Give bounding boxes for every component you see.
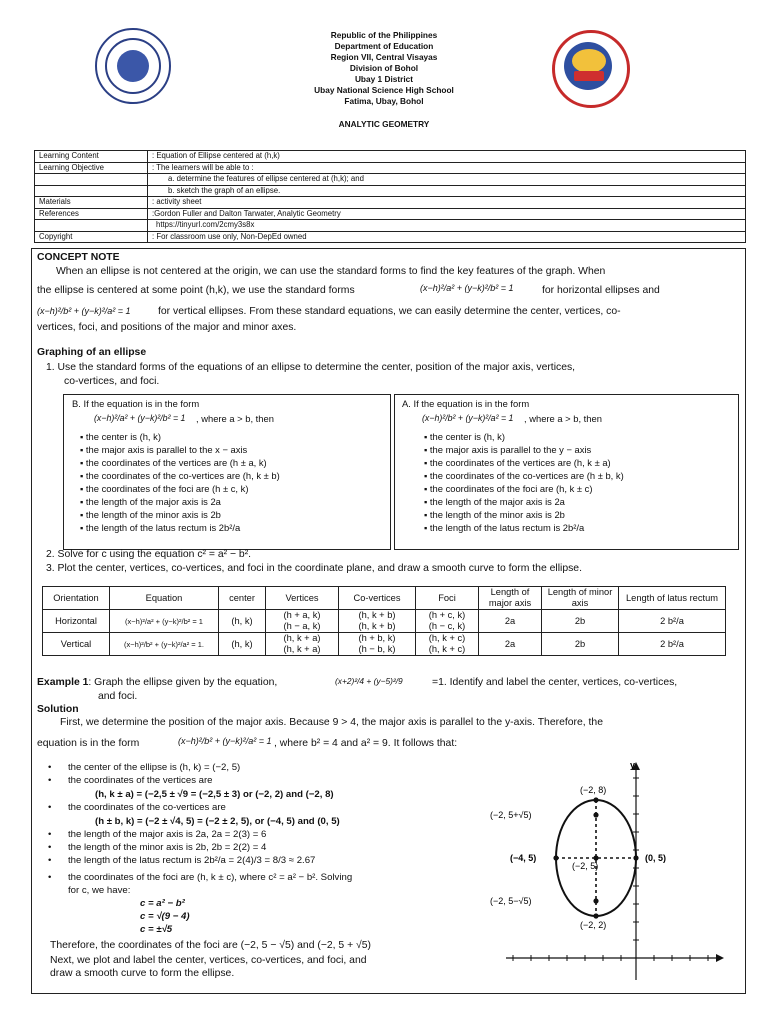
box-b-formula: (x−h)²/a² + (y−k)²/b² = 1 <box>94 413 186 423</box>
conclusion: Therefore, the coordinates of the foci are (−2, 5 − √5) and (−2, 5 + √5) <box>50 940 371 951</box>
formula-vertical: (x−h)²/b² + (y−k)²/a² = 1 <box>37 306 131 316</box>
list-item: (h, k ± a) = (−2,5 ± √9 = (−2,5 ± 3) or (−2, 2) and (−2, 8) <box>95 789 334 800</box>
list-item: ▪ the major axis is parallel to the y − axis <box>424 444 592 455</box>
concept-paragraph: vertices, foci, and positions of the major and minor axes. <box>37 322 297 333</box>
list-item: ▪ the length of the latus rectum is 2b²/a <box>424 522 585 533</box>
y-axis-label: y <box>630 760 636 770</box>
co-vertex-point <box>633 855 638 860</box>
list-item: ▪ the coordinates of the vertices are (h ± a, k) <box>80 457 267 468</box>
example-line: and foci. <box>98 691 138 702</box>
example-label: Example 1 <box>37 677 89 688</box>
next-steps: Next, we plot and label the center, vertices, co-vertices, and foci, and <box>50 955 367 966</box>
list-item: c = ±√5 <box>140 924 173 935</box>
list-item: • <box>48 802 52 813</box>
vertex-point <box>593 913 598 918</box>
list-item: ▪ the length of the major axis is 2a <box>424 496 565 507</box>
header-line: Department of Education <box>334 41 434 51</box>
list-item: c = √(9 − 4) <box>140 911 190 922</box>
point-label: (−4, 5) <box>510 853 537 863</box>
table-row: References :Gordon Fuller and Dalton Tarwater, Analytic Geometry <box>35 208 746 220</box>
point-label: (−2, 5−√5) <box>490 896 532 906</box>
list-item: ▪ the coordinates of the co-vertices are (h, k ± b) <box>80 470 280 481</box>
list-item: ▪ the length of the major axis is 2a <box>80 496 221 507</box>
point-label: (0, 5) <box>645 853 667 863</box>
table-row: Learning Content : Equation of Ellipse centered at (h,k) <box>35 151 746 163</box>
table-row: a. determine the features of ellipse centered at (h,k); and <box>35 174 746 186</box>
focus-point <box>593 812 598 817</box>
list-item: the length of the minor axis is 2b, 2b = 2(2) = 4 <box>68 842 267 853</box>
list-item: ▪ the length of the minor axis is 2b <box>424 509 565 520</box>
example-line: Example 1: Graph the ellipse given by the equation, <box>37 677 278 688</box>
list-item: the length of the latus rectum is 2b²/a = 2(4)/3 = 8/3 ≈ 2.67 <box>68 855 316 866</box>
ellipse-graph <box>486 758 734 988</box>
header-line: Fatima, Ubay, Bohol <box>344 96 424 106</box>
table-row: Vertical (x−h)²/b² + (y−k)²/a² = 1. (h, k) (h, k + a) (h, k + a) (h + b, k) (h − b, k) (h, k + c) (h, k + c) 2a 2b 2 b²/a <box>43 633 726 656</box>
list-item: • <box>48 775 52 786</box>
list-item: • <box>48 829 52 840</box>
graphing-step: co-vertices, and foci. <box>64 376 160 387</box>
list-item: ▪ the length of the latus rectum is 2b²/a <box>80 522 241 533</box>
list-item: ▪ the coordinates of the vertices are (h, k ± a) <box>424 457 611 468</box>
example-equation: (x+2)²/4 + (y−5)²/9 <box>335 676 403 686</box>
concept-paragraph: for horizontal ellipses and <box>542 285 660 296</box>
axis-ticks <box>513 778 708 961</box>
table-row: Horizontal (x−h)²/a² + (y−k)²/b² = 1 (h, k) (h + a, k) (h − a, k) (h, k + b) (h, k + b) (h + c, k) (h − c, k) 2a 2b 2 b²/a <box>43 610 726 633</box>
formula-horizontal: (x−h)²/a² + (y−k)²/b² = 1 <box>420 283 514 293</box>
focus-point <box>593 898 598 903</box>
concept-title: CONCEPT NOTE <box>37 252 120 263</box>
list-item: ▪ the length of the minor axis is 2b <box>80 509 221 520</box>
graphing-step: 3. Plot the center, vertices, co-vertices, and foci in the coordinate plane, and draw a smooth curve to form the ellipse. <box>46 563 582 574</box>
graphing-step: 2. Solve for c using the equation c² = a² − b². <box>46 549 252 560</box>
summary-table <box>42 586 726 656</box>
example-line: =1. Identify and label the center, vertices, co-vertices, <box>432 677 678 688</box>
solution-title: Solution <box>37 704 79 715</box>
list-item: the length of the major axis is 2a, 2a = 2(3) = 6 <box>68 829 267 840</box>
table-row: Copyright : For classroom use only, Non-DepEd owned <box>35 231 746 243</box>
header-line: Division of Bohol <box>349 63 419 73</box>
list-item: the coordinates of the co-vertices are <box>68 802 226 813</box>
list-item: • <box>48 762 52 773</box>
point-label: (−2, 2) <box>580 920 607 930</box>
box-b-condition: , where a > b, then <box>196 413 274 424</box>
box-b-title: B. If the equation is in the form <box>72 398 200 409</box>
subject-title: ANALYTIC GEOMETRY <box>338 119 430 129</box>
box-a-formula: (x−h)²/b² + (y−k)²/a² = 1 <box>422 413 514 423</box>
list-item: (h ± b, k) = (−2 ± √4, 5) = (−2 ± 2, 5), or (−4, 5) and (0, 5) <box>95 816 340 827</box>
concept-paragraph: When an ellipse is not centered at the origin, we can use the standard forms to find the key features of the graph. When <box>56 266 606 277</box>
list-item: ▪ the center is (h, k) <box>80 431 161 442</box>
solution-paragraph: First, we determine the position of the major axis. Because 9 > 4, the major axis is parallel to the y-axis. Therefore, the <box>60 717 603 728</box>
point-label: (−2, 8) <box>580 785 607 795</box>
table-row: b. sketch the graph of an ellipse. <box>35 185 746 197</box>
table-row: Learning Objective : The learners will be able to : <box>35 162 746 174</box>
header-line: Republic of the Philippines <box>330 30 438 40</box>
co-vertex-point <box>553 855 558 860</box>
table-header-row: Orientation Equation center Vertices Co-vertices Foci Length of major axis Length of minor axis Length of latus rectum <box>43 587 726 610</box>
list-item: the coordinates of the foci are (h, k ± c), where c² = a² − b². Solving <box>68 872 353 883</box>
list-item: the center of the ellipse is (h, k) = (−2, 5) <box>68 762 241 773</box>
list-item: ▪ the coordinates of the foci are (h ± c, k) <box>80 483 249 494</box>
graphing-step: 1. Use the standard forms of the equations of an ellipse to determine the center, position of the major axis, vertices, <box>46 362 576 373</box>
list-item: the coordinates of the vertices are <box>68 775 213 786</box>
point-label: (−2, 5+√5) <box>490 810 532 820</box>
point-label: (−2, 5) <box>572 861 599 871</box>
concept-paragraph: for vertical ellipses. From these standard equations, we can easily determine the center, vertices, co- <box>158 306 621 317</box>
table-row: Materials : activity sheet <box>35 197 746 209</box>
box-a-title: A. If the equation is in the form <box>402 398 530 409</box>
school-header <box>0 30 768 130</box>
list-item: ▪ the coordinates of the co-vertices are (h ± b, k) <box>424 470 624 481</box>
list-item: c = a² − b² <box>140 898 185 909</box>
list-item: ▪ the center is (h, k) <box>424 431 505 442</box>
solution-formula: (x−h)²/b² + (y−k)²/a² = 1 <box>178 736 272 746</box>
box-a-condition: , where a > b, then <box>524 413 602 424</box>
solution-paragraph: , where b² = 4 and a² = 9. It follows that: <box>274 738 458 749</box>
vertex-point <box>593 797 598 802</box>
table-row: https://tinyurl.com/2cmy3s8x <box>35 220 746 232</box>
list-item: for c, we have: <box>68 885 131 896</box>
header-line: Ubay National Science High School <box>314 85 454 95</box>
list-item: • <box>48 842 52 853</box>
list-item: • <box>48 872 52 883</box>
solution-paragraph: equation is in the form <box>37 738 140 749</box>
list-item: ▪ the major axis is parallel to the x − axis <box>80 444 248 455</box>
center-point <box>593 855 598 860</box>
list-item: ▪ the coordinates of the foci are (h, k ± c) <box>424 483 593 494</box>
info-table <box>34 150 746 243</box>
graphing-title: Graphing of an ellipse <box>37 347 147 358</box>
next-steps: draw a smooth curve to form the ellipse. <box>50 968 235 979</box>
concept-paragraph: the ellipse is centered at some point (h,k), we use the standard forms <box>37 285 355 296</box>
header-line: Ubay 1 District <box>354 74 414 84</box>
header-line: Region VII, Central Visayas <box>330 52 438 62</box>
x-axis-arrow <box>716 954 724 962</box>
list-item: • <box>48 855 52 866</box>
